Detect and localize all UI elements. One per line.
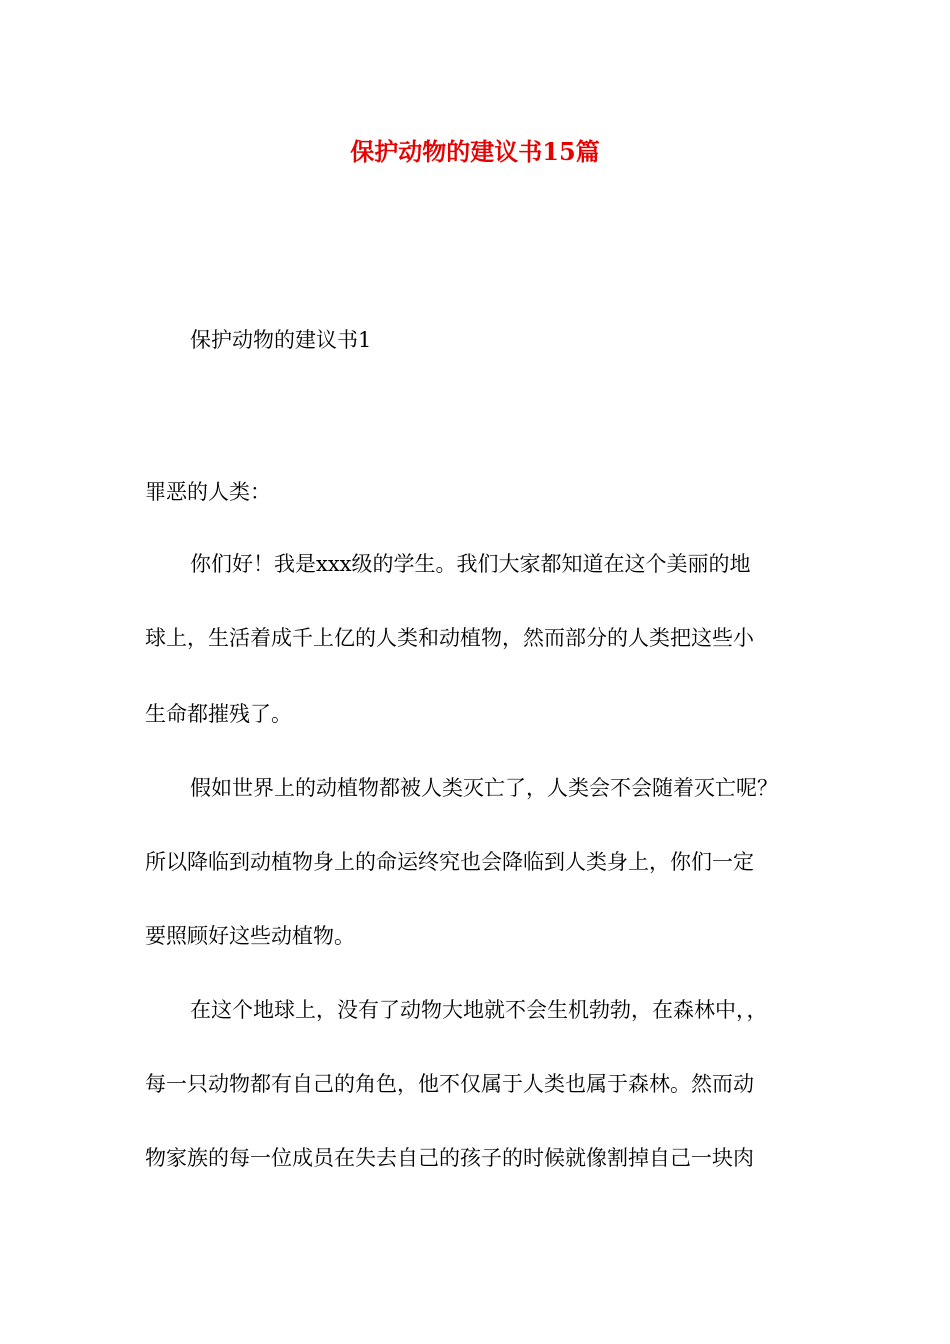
salutation-line: 罪恶的人类： (145, 480, 271, 504)
paragraph-line: 假如世界上的动植物都被人类灭亡了，人类会不会随着灭亡呢？ (190, 776, 778, 800)
paragraph-line: 要照顾好这些动植物。 (145, 924, 355, 948)
paragraph-line: 所以降临到动植物身上的命运终究也会降临到人类身上，你们一定 (145, 850, 754, 874)
paragraph-line: 物家族的每一位成员在失去自己的孩子的时候就像割掉自己一块肉 (145, 1146, 754, 1170)
paragraph-line: 生命都摧残了。 (145, 702, 292, 726)
paragraph-line: 每一只动物都有自己的角色，他不仅属于人类也属于森林。然而动 (145, 1072, 754, 1096)
paragraph-line: 球上，生活着成千上亿的人类和动植物，然而部分的人类把这些小 (145, 626, 754, 650)
document-title: 保护动物的建议书15篇 (350, 137, 600, 166)
section-heading: 保护动物的建议书1 (190, 328, 372, 352)
paragraph-line: 在这个地球上，没有了动物大地就不会生机勃勃，在森林中，， (190, 998, 768, 1022)
paragraph-line: 你们好！我是xxx级的学生。我们大家都知道在这个美丽的地 (190, 552, 751, 576)
